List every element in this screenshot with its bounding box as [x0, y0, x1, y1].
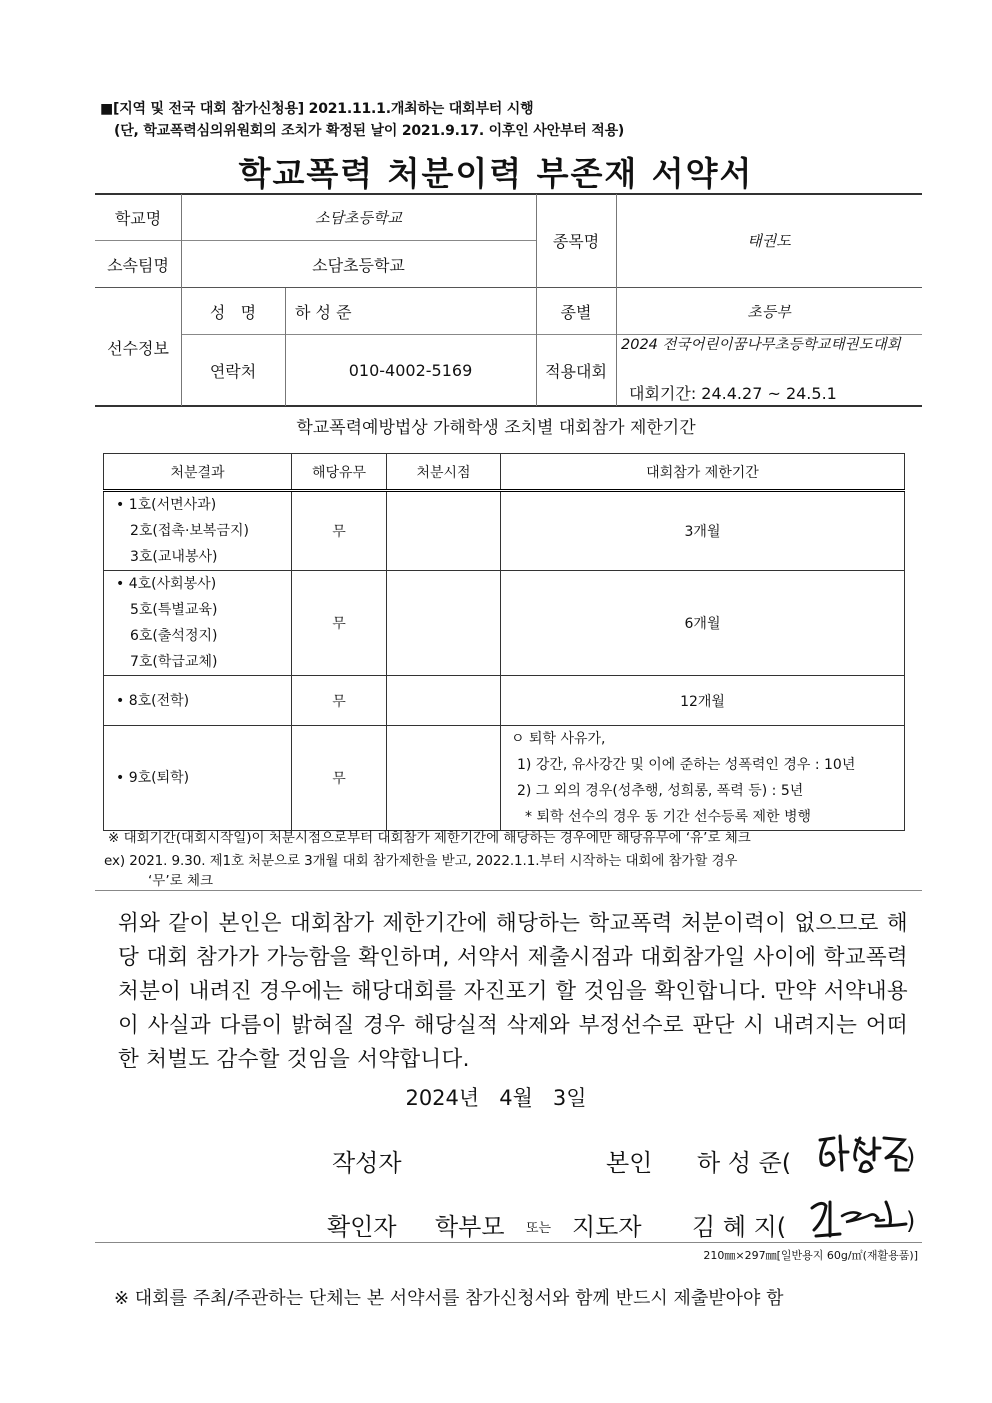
confirmer-or: 또는	[526, 1221, 552, 1236]
time-cell[interactable]	[387, 676, 501, 726]
paper-spec: 210㎜×297㎜[일반용지 60g/㎡(재활용품)]	[703, 1249, 918, 1262]
time-cell[interactable]	[387, 571, 501, 676]
confirmer-role-coach: 지도자	[572, 1213, 642, 1241]
document-title: 학교폭력 처분이력 부존재 서약서	[238, 154, 754, 193]
player-info-label: 선수정보	[107, 338, 169, 358]
measure-list	[104, 726, 292, 831]
header-line-1: ■[지역 및 전국 대회 참가신청용] 2021.11.1.개최하는 대회부터 시행	[100, 101, 534, 117]
writer-label: 작성자	[332, 1149, 402, 1177]
expulsion-line: ㅇ 퇴학 사유가,	[511, 731, 606, 747]
measure-item: • 8호(전학)	[116, 692, 190, 709]
header-line-2: (단, 학교폭력심의위원회의 조치가 확정된 날이 2021.9.17. 이후인 사안부터 적용)	[114, 123, 625, 139]
confirmer-label: 확인자	[327, 1213, 397, 1241]
competition-value: 2024 전국어린이꿈나무초등학교태권도대회	[621, 337, 901, 353]
restriction-title: 학교폭력예방법상 가해학생 조치별 대회참가 제한기간	[296, 418, 696, 438]
confirmer-name-close: )	[906, 1207, 916, 1235]
competition-label: 적용대회	[545, 362, 607, 381]
writer-name-close: )	[906, 1143, 916, 1171]
measure-list	[104, 491, 292, 571]
confirmer-name: 김 혜 지(	[692, 1213, 787, 1241]
competition-period: 대회기간: 24.4.27 ~ 24.5.1	[629, 384, 837, 403]
team-value: 소담초등학교	[312, 255, 405, 275]
contact-label: 연락처	[209, 362, 257, 381]
pledge-date: 2024년 4월 3일	[405, 1086, 587, 1110]
measure-item: 6호(출석정지)	[130, 628, 218, 644]
measure-list	[104, 676, 292, 726]
contact-value: 010-4002-5169	[348, 361, 473, 380]
period-cell: 3개월	[501, 491, 905, 571]
note-line-3: ‘무’로 체크	[148, 873, 214, 889]
division-value: 초등부	[747, 302, 791, 321]
applicable-cell[interactable]: 무	[292, 676, 387, 726]
table-row	[104, 491, 905, 571]
division-label: 종별	[560, 302, 592, 322]
note-line-1: ※ 대회기간(대회시작일)이 처분시점으로부터 대회참가 제한기간에 해당하는 경우에만 해당유무에 ‘유’로 체크	[108, 830, 751, 846]
table-header-row	[104, 454, 905, 491]
restriction-table	[103, 453, 905, 831]
time-cell[interactable]	[387, 726, 501, 831]
applicable-cell[interactable]: 무	[292, 491, 387, 571]
measure-list	[104, 571, 292, 676]
header-period: 대회참가 제한기간	[501, 454, 905, 491]
header-time: 처분시점	[387, 454, 501, 491]
measure-item: • 1호(서면사과)	[116, 497, 217, 513]
measure-item: 3호(교내봉사)	[130, 549, 218, 565]
applicable-cell[interactable]: 무	[292, 726, 387, 831]
name-value: 하 성 준	[295, 302, 352, 322]
expulsion-line: 2) 그 외의 경우(성추행, 성희롱, 폭력 등) : 5년	[517, 783, 804, 799]
header-applicable: 해당유무	[292, 454, 387, 491]
table-row	[104, 676, 905, 726]
confirmer-role-parent: 학부모	[435, 1213, 505, 1241]
time-cell[interactable]	[387, 491, 501, 571]
event-label: 종목명	[552, 232, 600, 251]
school-label: 학교명	[114, 208, 162, 228]
header-result: 처분결과	[104, 454, 292, 491]
table-row	[104, 571, 905, 676]
measure-item: 7호(학급교체)	[130, 654, 218, 670]
note-line-2: ex) 2021. 9.30. 제1호 처분으로 3개월 대회 참가제한을 받고, 2022.1.1.부터 시작하는 대회에 참가할 경우	[104, 853, 738, 869]
footer-note: ※ 대회를 주최/주관하는 단체는 본 서약서를 참가신청서와 함께 반드시 제출받아야 함	[114, 1288, 784, 1309]
period-cell: 12개월	[501, 676, 905, 726]
writer-name: 하 성 준(	[697, 1149, 792, 1177]
team-label: 소속팀명	[107, 255, 169, 275]
writer-role: 본인	[606, 1149, 653, 1177]
measure-item: • 4호(사회봉사)	[116, 576, 217, 592]
pledge-paragraph: 위와 같이 본인은 대회참가 제한기간에 해당하는 학교폭력 처분이력이 없으므로 해당 대회 참가가 가능함을 확인하며, 서약서 제출시점과 대회참가일 사이에 학교폭력 처분이 내려진 경우에는 해당대회를 자진포기 할 것임을 확인합니다. 만약 서약내용이 사실과 다름이 밝혀질 경우 해당실적 삭제와 부정선수로 판단 시 내려지는 어떠한 처벌도 감수할 것임을 서약합니다.	[118, 911, 908, 1072]
applicable-cell[interactable]: 무	[292, 571, 387, 676]
event-value: 태권도	[747, 232, 791, 250]
expulsion-line: 1) 강간, 유사강간 및 이에 준하는 성폭력인 경우 : 10년	[517, 757, 856, 773]
period-cell: 6개월	[501, 571, 905, 676]
name-label: 성 명	[209, 302, 257, 322]
measure-item: 5호(특별교육)	[130, 602, 218, 618]
measure-item: • 9호(퇴학)	[116, 770, 190, 786]
table-row	[104, 726, 905, 831]
school-value: 소담초등학교	[315, 208, 402, 227]
expulsion-period-cell	[501, 726, 905, 831]
measure-item: 2호(접촉·보복금지)	[130, 523, 249, 539]
expulsion-line: * 퇴학 선수의 경우 동 기간 선수등록 제한 병행	[525, 809, 812, 825]
